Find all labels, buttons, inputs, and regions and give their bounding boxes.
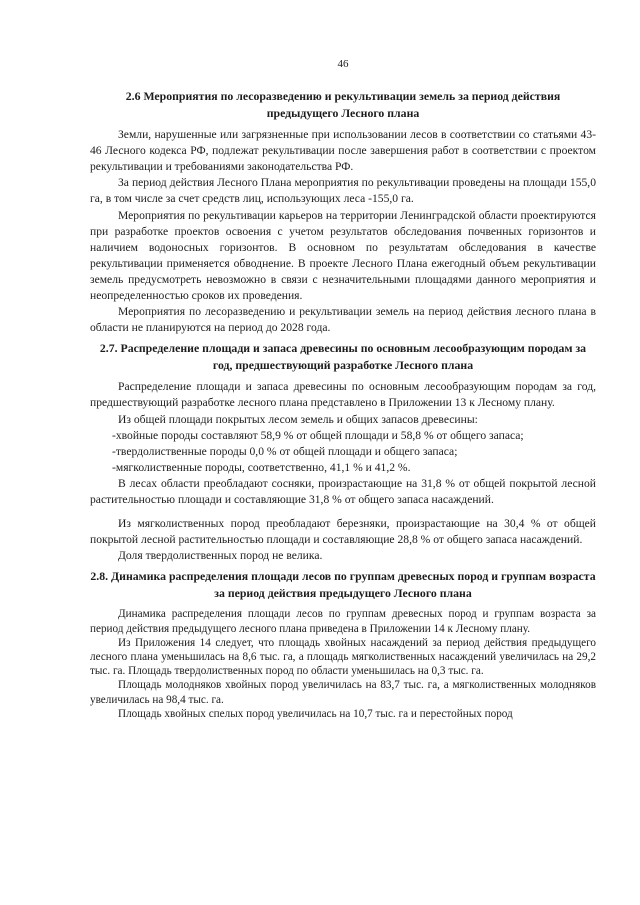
section-2-8 <box>90 568 596 721</box>
paragraph: Из мягколиственных пород преобладают березняки, произрастающие на 30,4 % от общей покрытой лесной растительностью площади и составляющие 28,8 % от общего запаса насаждений. <box>90 517 596 547</box>
paragraph: За период действия Лесного Плана мероприятия по рекультивации проведены на площади 155,0 га, в том числе за счет средств лиц, использующих леса -155,0 га. <box>90 176 596 206</box>
section-2-6 <box>90 88 596 336</box>
paragraph: Площадь хвойных спелых пород увеличилась на 10,7 тыс. га и перестойных пород <box>118 707 513 720</box>
paragraph: Мероприятия по лесоразведению и рекультивации земель на период действия лесного плана в области не планируются на период до 2028 года. <box>90 305 596 335</box>
section-2-7 <box>90 340 596 564</box>
paragraph: Динамика распределения площади лесов по группам древесных пород и группам возраста за период действия предыдущего лесного плана приведена в Приложении 14 к Лесному плану. <box>90 608 596 635</box>
section-title: 2.7. Распределение площади и запаса древесины по основным лесообразующим породам за год, предшествующий разработке Лесного плана <box>99 341 587 372</box>
paragraph: Доля твердолиственных пород не велика. <box>118 549 323 563</box>
list-item: -твердолиственные породы 0,0 % от общей площади и общего запаса; <box>112 444 458 458</box>
list-item: -мягколиственные породы, соответственно, 41,1 % и 41,2 %. <box>112 460 411 474</box>
paragraph: Распределение площади и запаса древесины по основным лесообразующим породам за год, предшествующий разработке лесного плана представлено в Приложении 13 к Лесному плану. <box>90 380 596 410</box>
paragraph: В лесах области преобладают сосняки, произрастающие на 31,8 % от общей покрытой лесной растительностью площади и составляющие 31,8 % от общего запаса насаждений. <box>90 476 596 506</box>
paragraph: Из общей площади покрытых лесом земель и общих запасов древесины: <box>118 412 478 426</box>
paragraph: Земли, нарушенные или загрязненные при использовании лесов в соответствии со статьями 43-46 Лесного кодекса РФ, подлежат рекультивации после завершения работ в соответствии с проектом рекультивации и требованиями законодательства РФ. <box>90 128 596 174</box>
paragraph: Из Приложения 14 следует, что площадь хвойных насаждений за период действия предыдущего лесного плана уменьшилась на 8,6 тыс. га, а площадь мягколиственных насаждений увеличилась на 29,2 тыс. га. Площадь твердолиственных пород по области уменьшилась на 0,3 тыс. га. <box>90 636 596 678</box>
list-item: -хвойные породы составляют 58,9 % от общей площади и 58,8 % от общего запаса; <box>112 428 524 442</box>
section-title: 2.6 Мероприятия по лесоразведению и рекультивации земель за период действия предыдущего Лесного плана <box>125 89 561 120</box>
paragraph: Площадь молодняков хвойных пород увеличилась на 83,7 тыс. га, а мягколиственных молодняков увеличилась на 98,4 тыс. га. <box>90 679 596 706</box>
page-number: 46 <box>337 58 349 70</box>
paragraph: Мероприятия по рекультивации карьеров на территории Ленинградской области проектируются при разработке проектов освоения с учетом результатов обследования почвенных горизонтов и наличием водоносных горизонтов. В основном по результатам обследования в качестве рекультивации применяется обводнение. В проекте Лесного Плана ежегодный объем рекультивации земель предусмотреть невозможно в связи с незначительными площадями данного мероприятия и неопределенностью сроков их проведения. <box>90 208 596 303</box>
section-title: 2.8. Динамика распределения площади лесов по группам древесных пород и группам возраста за период действия предыдущего Лесного плана <box>90 569 596 600</box>
